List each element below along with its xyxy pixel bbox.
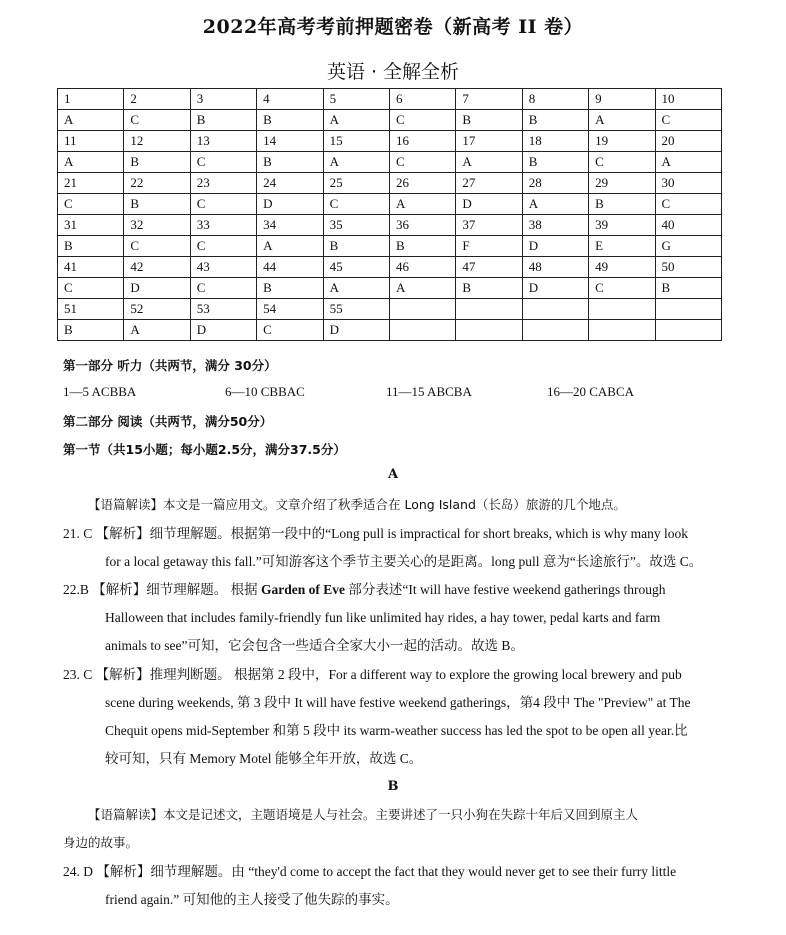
q22-text-a: 22.B 【解析】细节理解题。 根据 xyxy=(63,582,262,597)
answer-table-cell: 29 xyxy=(589,173,655,194)
q23-line-3: Chequit opens mid-September 和第 5 段中 its warm-weather success has led the spot to be open all year.比 xyxy=(105,723,688,738)
answer-table-cell xyxy=(655,299,721,320)
answer-table-cell: A xyxy=(389,278,455,299)
answer-table-cell: 18 xyxy=(522,131,588,152)
answer-table-cell: C xyxy=(257,320,323,341)
answer-table-cell xyxy=(522,320,588,341)
answer-table-cell xyxy=(589,320,655,341)
answer-table-cell: A xyxy=(58,110,124,131)
answer-table-cell: 48 xyxy=(522,257,588,278)
answer-table-cell: B xyxy=(589,194,655,215)
answer-table-cell: 44 xyxy=(257,257,323,278)
answer-table-cell: 52 xyxy=(124,299,190,320)
answer-table-cell: B xyxy=(124,194,190,215)
answer-table-cell: 26 xyxy=(389,173,455,194)
answer-table-cell: C xyxy=(190,236,256,257)
answer-table-cell: 27 xyxy=(456,173,522,194)
answer-table-cell: 9 xyxy=(589,89,655,110)
listening-answer: 6—10 CBBAC xyxy=(225,384,305,399)
answer-table-cell: 42 xyxy=(124,257,190,278)
q22-line-2: Halloween that includes family-friendly fun like unlimited hay rides, a hay tower, pedal karts and farm xyxy=(105,610,661,625)
answer-table-cell: 54 xyxy=(257,299,323,320)
answer-table-cell xyxy=(522,299,588,320)
q22-line-1 xyxy=(63,581,666,599)
answer-table-cell: D xyxy=(522,278,588,299)
answer-table-cell: E xyxy=(589,236,655,257)
page-title: 2022年高考考前押题密卷（新高考 II 卷） xyxy=(202,16,584,38)
answer-table-cell: 34 xyxy=(257,215,323,236)
answer-table-row xyxy=(58,173,722,194)
answer-table-cell: 25 xyxy=(323,173,389,194)
answer-table-row xyxy=(58,278,722,299)
answer-table-cell: C xyxy=(323,194,389,215)
answer-table-cell: B xyxy=(522,110,588,131)
answer-table-cell: A xyxy=(58,152,124,173)
answer-table-row xyxy=(58,257,722,278)
answer-table-cell: 53 xyxy=(190,299,256,320)
answer-table-cell: B xyxy=(655,278,721,299)
answer-table-cell: A xyxy=(655,152,721,173)
passage-b-label: B xyxy=(387,779,399,794)
answer-table-cell: 19 xyxy=(589,131,655,152)
listening-answers xyxy=(63,384,723,402)
answer-table-cell: 22 xyxy=(124,173,190,194)
listening-answer: 11—15 ABCBA xyxy=(386,384,472,399)
answer-table-cell: C xyxy=(124,236,190,257)
answer-table-cell: 37 xyxy=(456,215,522,236)
answer-table-cell: 21 xyxy=(58,173,124,194)
answer-table-cell: C xyxy=(124,110,190,131)
answer-table-cell: A xyxy=(456,152,522,173)
answer-table-cell: 5 xyxy=(323,89,389,110)
answer-table-row xyxy=(58,89,722,110)
answer-table-row xyxy=(58,152,722,173)
answer-table-cell: 50 xyxy=(655,257,721,278)
passage-b-intro-2: 身边的故事。 xyxy=(63,835,139,850)
answer-table-cell: 3 xyxy=(190,89,256,110)
answer-table-cell: C xyxy=(190,278,256,299)
answer-table-cell xyxy=(456,320,522,341)
answer-table-cell: B xyxy=(257,278,323,299)
answer-table-cell: B xyxy=(124,152,190,173)
answer-table-cell: 40 xyxy=(655,215,721,236)
answer-table-cell: A xyxy=(589,110,655,131)
q21-line-1: 21. C 【解析】细节理解题。根据第一段中的“Long pull is impractical for short breaks, which is why many look xyxy=(63,526,689,541)
answer-table-cell: 49 xyxy=(589,257,655,278)
answer-table-row xyxy=(58,131,722,152)
answer-table-cell: C xyxy=(389,110,455,131)
q22-line-3: animals to see”可知，它会包含一些适合全家大小一起的活动。故选 B。 xyxy=(105,638,524,653)
answer-table xyxy=(57,88,722,341)
answer-table-cell: D xyxy=(257,194,323,215)
answer-table-cell: B xyxy=(257,110,323,131)
answer-table-cell: 46 xyxy=(389,257,455,278)
answer-table-cell: C xyxy=(655,110,721,131)
answer-table-cell: 1 xyxy=(58,89,124,110)
answer-table-cell: D xyxy=(456,194,522,215)
answer-table-row xyxy=(58,110,722,131)
answer-table-cell: 33 xyxy=(190,215,256,236)
answer-table-cell: A xyxy=(257,236,323,257)
answer-table-cell: 10 xyxy=(655,89,721,110)
answer-table-cell: F xyxy=(456,236,522,257)
answer-table-cell: 7 xyxy=(456,89,522,110)
answer-table-cell: 28 xyxy=(522,173,588,194)
answer-table-cell: 31 xyxy=(58,215,124,236)
answer-table-cell: B xyxy=(58,236,124,257)
answer-table-cell: D xyxy=(124,278,190,299)
answer-table-cell: C xyxy=(389,152,455,173)
answer-table-row xyxy=(58,194,722,215)
section1-heading: 第一节（共15小题；每小题2.5分，满分37.5分） xyxy=(63,442,346,457)
answer-table-cell xyxy=(389,320,455,341)
answer-table-cell: 30 xyxy=(655,173,721,194)
answer-table-cell: A xyxy=(124,320,190,341)
answer-table-cell: 45 xyxy=(323,257,389,278)
answer-table-cell: G xyxy=(655,236,721,257)
answer-table-cell: C xyxy=(190,152,256,173)
answer-table-cell: 51 xyxy=(58,299,124,320)
answer-table-cell: 24 xyxy=(257,173,323,194)
answer-table-cell: 20 xyxy=(655,131,721,152)
answer-table-cell: A xyxy=(323,152,389,173)
answer-table-cell: 12 xyxy=(124,131,190,152)
q23-line-2: scene during weekends, 第 3 段中 It will have festive weekend gatherings，第4 段中 The "Preview" at The xyxy=(105,695,691,710)
page-subtitle: 英语 · 全解全析 xyxy=(326,61,460,83)
answer-table-cell: B xyxy=(58,320,124,341)
answer-table-cell: 13 xyxy=(190,131,256,152)
answer-table-cell: A xyxy=(389,194,455,215)
answer-table-cell: 36 xyxy=(389,215,455,236)
answer-table-cell: C xyxy=(190,194,256,215)
answer-table-cell: B xyxy=(389,236,455,257)
passage-b-intro-1: 【语篇解读】本文是记述文，主题语境是人与社会。主要讲述了一只小狗在失踪十年后又回到原主人 xyxy=(88,807,639,822)
passage-a-label: A xyxy=(387,467,399,482)
answer-table-cell xyxy=(456,299,522,320)
answer-table-cell: D xyxy=(323,320,389,341)
answer-table-cell: 35 xyxy=(323,215,389,236)
answer-table-cell: C xyxy=(58,194,124,215)
answer-table-cell xyxy=(589,299,655,320)
answer-table-cell: 2 xyxy=(124,89,190,110)
answer-table-cell: 38 xyxy=(522,215,588,236)
answer-table-cell: 15 xyxy=(323,131,389,152)
answer-table-cell: 23 xyxy=(190,173,256,194)
answer-table-cell: B xyxy=(522,152,588,173)
part1-heading: 第一部分 听力（共两节，满分 30分） xyxy=(63,358,277,373)
answer-table-row xyxy=(58,299,722,320)
answer-table-cell xyxy=(655,320,721,341)
q22-bold-term: Garden of Eve xyxy=(261,582,346,597)
q24-line-1: 24. D 【解析】细节理解题。由 “they'd come to accept the fact that they would never get to see their furry little xyxy=(63,864,677,879)
answer-table-row xyxy=(58,320,722,341)
passage-a-intro: 【语篇解读】本文是一篇应用文。文章介绍了秋季适合在 Long Island（长岛）旅游的几个地点。 xyxy=(88,497,626,512)
answer-table-row xyxy=(58,215,722,236)
answer-table-cell: 41 xyxy=(58,257,124,278)
answer-table-cell: B xyxy=(257,152,323,173)
answer-table-cell: 39 xyxy=(589,215,655,236)
answer-table-cell: 14 xyxy=(257,131,323,152)
answer-table-cell: A xyxy=(323,110,389,131)
answer-table-cell: 47 xyxy=(456,257,522,278)
answer-table-cell: A xyxy=(522,194,588,215)
q24-line-2: friend again.” 可知他的主人接受了他失踪的事实。 xyxy=(105,892,399,907)
answer-table-cell: A xyxy=(323,278,389,299)
answer-table-cell: D xyxy=(190,320,256,341)
answer-table-cell: C xyxy=(58,278,124,299)
answer-table-cell: B xyxy=(456,110,522,131)
answer-table-row xyxy=(58,236,722,257)
listening-answer: 16—20 CABCA xyxy=(547,384,635,399)
answer-table-cell: C xyxy=(655,194,721,215)
answer-table-cell: 6 xyxy=(389,89,455,110)
q23-line-1: 23. C 【解析】推理判断题。 根据第 2 段中，For a different way to explore the growing local brewery and pub xyxy=(63,667,682,682)
answer-table-cell: 32 xyxy=(124,215,190,236)
answer-table-cell: C xyxy=(589,152,655,173)
q21-line-2: for a local getaway this fall.”可知游客这个季节主要关心的是距离。long pull 意为“长途旅行”。故选 C。 xyxy=(105,554,703,569)
q23-line-4: 较可知，只有 Memory Motel 能够全年开放，故选 C。 xyxy=(105,751,423,766)
answer-table-cell: D xyxy=(522,236,588,257)
answer-table-cell: B xyxy=(456,278,522,299)
answer-table-cell: B xyxy=(323,236,389,257)
answer-table-cell: B xyxy=(190,110,256,131)
answer-table-cell: 16 xyxy=(389,131,455,152)
answer-table-cell: 11 xyxy=(58,131,124,152)
q22-text-c: 部分表述“It will have festive weekend gatherings through xyxy=(345,582,666,597)
answer-table-cell: 17 xyxy=(456,131,522,152)
answer-table-cell: 4 xyxy=(257,89,323,110)
answer-table-cell: C xyxy=(589,278,655,299)
part2-heading: 第二部分 阅读（共两节，满分50分） xyxy=(63,414,273,429)
answer-table-cell: 8 xyxy=(522,89,588,110)
answer-table-cell: 43 xyxy=(190,257,256,278)
listening-answer: 1—5 ACBBA xyxy=(63,384,137,399)
answer-table-cell xyxy=(389,299,455,320)
answer-table-cell: 55 xyxy=(323,299,389,320)
